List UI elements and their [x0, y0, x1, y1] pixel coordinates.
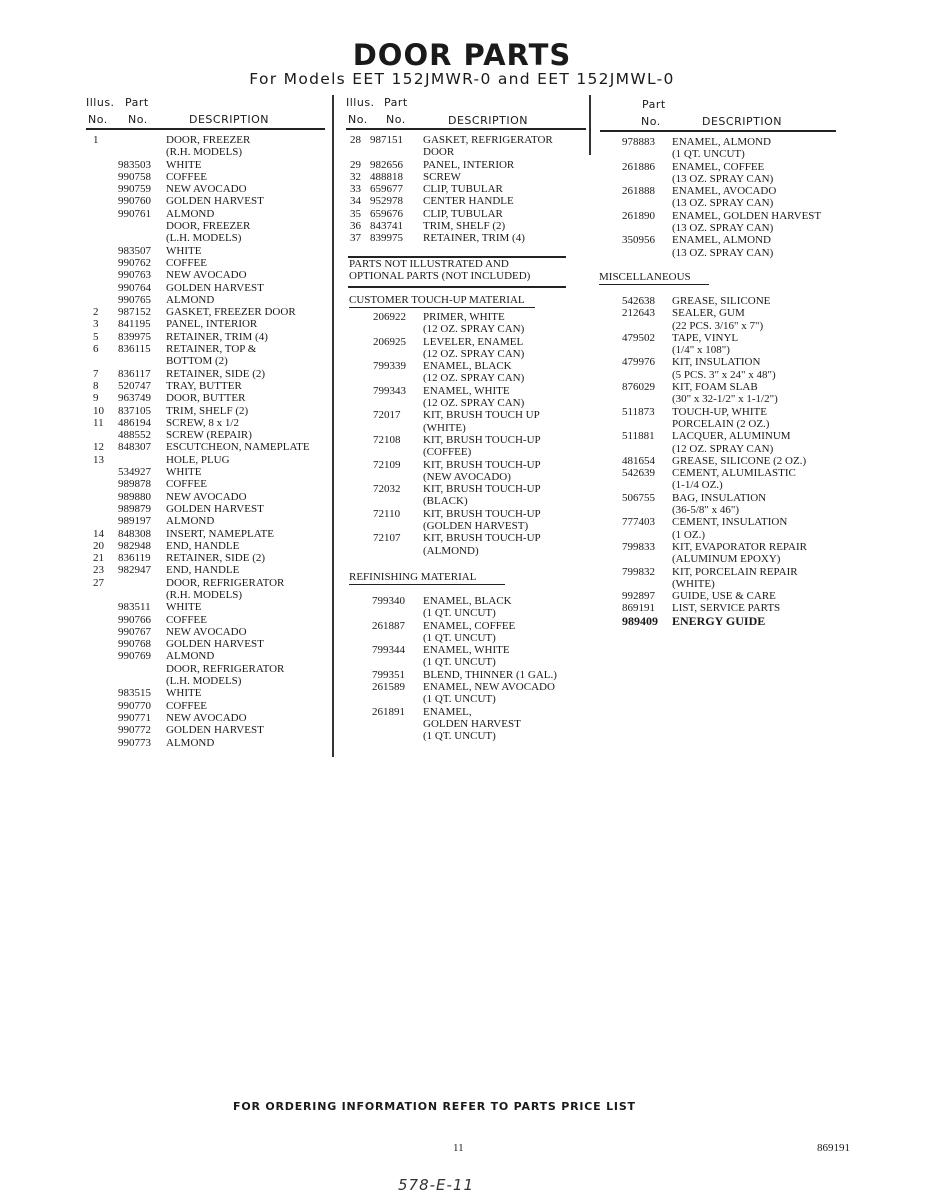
part-no-header: No. — [128, 113, 148, 126]
part-description: KIT, FOAM SLAB — [672, 381, 758, 394]
part-number: 799343 — [373, 384, 406, 397]
part-number: 481654 — [622, 454, 655, 467]
part-number: 983511 — [118, 601, 151, 614]
part-description: (ALUMINUM EPOXY) — [672, 553, 781, 566]
part-description: WHITE — [166, 687, 202, 700]
part-number: 479502 — [622, 331, 655, 344]
illus-number: 6 — [93, 343, 99, 356]
part-number: 520747 — [118, 379, 151, 392]
part-description: ENAMEL, COFFEE — [672, 160, 765, 173]
part-number: 848307 — [118, 441, 151, 454]
part-number: 839975 — [118, 330, 151, 343]
part-number: 839975 — [370, 232, 403, 245]
illus-number: 7 — [93, 367, 99, 380]
part-description: (1-1/4 OZ.) — [672, 479, 723, 492]
part-number: 261887 — [372, 619, 405, 632]
part-number: 542639 — [622, 467, 655, 480]
page-subtitle: For Models EET 152JMWR-0 and EET 152JMWL-0 — [249, 70, 675, 88]
part-number: 799344 — [372, 644, 405, 657]
illus-number: 5 — [93, 330, 99, 343]
part-description: COFFEE — [166, 170, 207, 183]
part-number: 990773 — [118, 736, 151, 749]
part-number: 989197 — [118, 515, 151, 528]
illus-number: 20 — [93, 539, 104, 552]
header-rule — [600, 130, 836, 132]
part-description: ALMOND — [166, 736, 215, 749]
part-number: 511881 — [622, 430, 655, 443]
part-description: (36-5/8" x 46") — [672, 504, 740, 517]
document-number: 869191 — [817, 1142, 850, 1154]
part-description: NEW AVOCADO — [166, 183, 247, 196]
description-header: DESCRIPTION — [448, 114, 528, 127]
part-number: 983515 — [118, 687, 151, 700]
part-description: GOLDEN HARVEST — [166, 502, 264, 515]
part-description: (1 QT. UNCUT) — [423, 730, 496, 743]
part-number: 876029 — [622, 381, 655, 394]
part-description: NEW AVOCADO — [166, 625, 247, 638]
part-description: SCREW (REPAIR) — [166, 429, 252, 442]
part-description: INSERT, NAMEPLATE — [166, 527, 274, 540]
part-number: 990758 — [118, 170, 151, 183]
part-number: 983507 — [118, 244, 151, 257]
part-description: (COFFEE) — [423, 446, 472, 459]
part-description: SEALER, GUM — [672, 307, 745, 320]
part-description: (1 QT. UNCUT) — [423, 607, 496, 620]
illus-number: 28 — [350, 134, 361, 146]
part-description: END, HANDLE — [166, 539, 240, 552]
part-description: RETAINER, SIDE (2) — [166, 552, 266, 565]
part-description: LACQUER, ALUMINUM — [672, 430, 791, 443]
part-number: 534927 — [118, 466, 151, 479]
part-description: END, HANDLE — [166, 564, 240, 577]
part-description: DOOR, FREEZER — [166, 134, 251, 146]
part-description: PANEL, INTERIOR — [166, 318, 258, 331]
illus-number: 29 — [350, 158, 361, 171]
part-description: GOLDEN HARVEST — [166, 281, 264, 294]
part-description: DOOR, REFRIGERATOR — [166, 662, 285, 675]
part-number: 836117 — [118, 367, 151, 380]
part-description: KIT, BRUSH TOUCH-UP — [423, 532, 541, 545]
illus-no-header: No. — [88, 113, 108, 126]
ordering-note: FOR ORDERING INFORMATION REFER TO PARTS PRICE LIST — [233, 1100, 636, 1113]
part-description: KIT, BRUSH TOUCH-UP — [423, 507, 541, 520]
part-description: (L.H. MODELS) — [166, 675, 242, 688]
part-description: (R.H. MODELS) — [166, 588, 243, 601]
illus-number: 35 — [350, 207, 361, 220]
illus-number: 14 — [93, 527, 104, 540]
not-illustrated-line-2: OPTIONAL PARTS (NOT INCLUDED) — [349, 270, 531, 282]
part-description: (13 OZ. SPRAY CAN) — [672, 246, 774, 259]
illus-number: 23 — [93, 564, 104, 577]
refinishing-heading: REFINISHING MATERIAL — [349, 571, 505, 585]
part-description: GREASE, SILICONE (2 OZ.) — [672, 454, 807, 467]
part-description: (12 OZ. SPRAY CAN) — [423, 372, 525, 385]
part-description: (13 OZ. SPRAY CAN) — [672, 172, 774, 185]
part-number: 990767 — [118, 625, 151, 638]
illus-number: 34 — [350, 195, 361, 208]
part-number: 72110 — [373, 507, 401, 520]
part-description: (BLACK) — [423, 495, 468, 508]
column-divider — [332, 95, 334, 757]
part-description: GOLDEN HARVEST — [166, 195, 264, 208]
illus-number: 9 — [93, 392, 99, 405]
part-description: (5 PCS. 3" x 24" x 48") — [672, 368, 776, 381]
section-rule — [348, 286, 566, 288]
part-description: CENTER HANDLE — [423, 195, 514, 208]
part-number: 72032 — [373, 483, 401, 496]
part-number: 841195 — [118, 318, 151, 331]
illus-number: 3 — [93, 318, 99, 331]
part-description: GREASE, SILICONE — [672, 295, 771, 307]
part-description: RETAINER, TRIM (4) — [423, 232, 525, 245]
illus-number: 36 — [350, 220, 361, 233]
part-number: 963749 — [118, 392, 151, 405]
part-number: 212643 — [622, 307, 655, 320]
part-description: GOLDEN HARVEST — [166, 638, 264, 651]
part-number: 261891 — [372, 705, 405, 718]
part-number: 983503 — [118, 158, 151, 171]
part-description: LIST, SERVICE PARTS — [672, 602, 781, 615]
part-description: SCREW — [423, 170, 461, 183]
part-description: (1 QT. UNCUT) — [423, 693, 496, 706]
part-header: Part — [642, 98, 666, 111]
handwritten-note: 578-E-11 — [398, 1176, 475, 1194]
part-description: SCREW, 8 x 1/2 — [166, 416, 239, 429]
part-description: ENAMEL, WHITE — [423, 384, 510, 397]
part-description: ENERGY GUIDE — [672, 613, 766, 628]
part-number: 72107 — [373, 532, 401, 545]
part-number: 990772 — [118, 724, 151, 737]
part-description: KIT, BRUSH TOUCH UP — [423, 409, 540, 422]
page-title: DOOR PARTS — [352, 38, 572, 72]
part-description: CLIP, TUBULAR — [423, 207, 503, 220]
illus-number: 1 — [93, 134, 99, 146]
part-description: WHITE — [166, 244, 202, 257]
part-description: ENAMEL, ALMOND — [672, 136, 771, 148]
part-description: NEW AVOCADO — [166, 490, 247, 503]
part-description: COFFEE — [166, 256, 207, 269]
part-number: 836119 — [118, 552, 151, 565]
part-number: 982656 — [370, 158, 403, 171]
part-number: 486194 — [118, 416, 151, 429]
part-description: GASKET, REFRIGERATOR — [423, 134, 553, 146]
part-number: 261886 — [622, 160, 655, 173]
part-description: ENAMEL, AVOCADO — [672, 185, 777, 198]
part-number: 990771 — [118, 711, 151, 724]
part-number: 990766 — [118, 613, 151, 626]
part-description: (1 QT. UNCUT) — [672, 148, 745, 161]
part-description: DOOR, REFRIGERATOR — [166, 576, 285, 589]
part-description: ENAMEL, ALMOND — [672, 234, 771, 247]
part-description: RETAINER, TOP & — [166, 343, 257, 356]
illus-no-header: No. — [348, 113, 368, 126]
part-description: KIT, INSULATION — [672, 356, 761, 369]
part-number: 990765 — [118, 293, 151, 306]
not-illustrated-line-1: PARTS NOT ILLUSTRATED AND — [349, 258, 509, 270]
part-description: (12 OZ. SPRAY CAN) — [672, 442, 774, 455]
part-no-header: No. — [641, 115, 661, 128]
part-description: DOOR, BUTTER — [166, 392, 246, 405]
part-description: ENAMEL, BLACK — [423, 595, 512, 607]
part-number: 848308 — [118, 527, 151, 540]
part-description: (12 OZ. SPRAY CAN) — [423, 347, 525, 360]
part-number: 990768 — [118, 638, 151, 651]
part-number: 799833 — [622, 540, 655, 553]
part-number: 488818 — [370, 170, 403, 183]
part-number: 990764 — [118, 281, 151, 294]
part-number: 989880 — [118, 490, 151, 503]
part-description: (22 PCS. 3/16" x 7") — [672, 319, 764, 332]
part-number: 836115 — [118, 343, 151, 356]
part-number: 990761 — [118, 207, 151, 220]
part-number: 978883 — [622, 136, 655, 148]
part-description: TOUCH-UP, WHITE — [672, 405, 767, 418]
part-number: 990770 — [118, 699, 151, 712]
part-description: BLEND, THINNER (1 GAL.) — [423, 668, 557, 681]
illus-number: 10 — [93, 404, 104, 417]
part-description: WHITE — [166, 158, 202, 171]
illus-header: Illus. — [86, 96, 115, 109]
header-rule — [86, 128, 325, 130]
illus-number: 11 — [93, 416, 104, 429]
part-description: WHITE — [166, 601, 202, 614]
illus-number: 32 — [350, 170, 361, 183]
part-description: (12 OZ. SPRAY CAN) — [423, 323, 525, 336]
part-description: (WHITE) — [672, 577, 715, 590]
part-number: 72017 — [373, 409, 401, 422]
part-description: TRIM, SHELF (2) — [423, 220, 506, 233]
part-number: 990769 — [118, 650, 151, 663]
part-description: COFFEE — [166, 699, 207, 712]
part-description: (13 OZ. SPRAY CAN) — [672, 197, 774, 210]
part-description: (ALMOND) — [423, 544, 479, 557]
part-number: 990759 — [118, 183, 151, 196]
part-description: KIT, BRUSH TOUCH-UP — [423, 483, 541, 496]
part-description: KIT, BRUSH TOUCH-UP — [423, 458, 541, 471]
part-description: (13 OZ. SPRAY CAN) — [672, 222, 774, 235]
illus-number: 21 — [93, 552, 104, 565]
part-number: 72109 — [373, 458, 401, 471]
part-number: 777403 — [622, 516, 655, 529]
part-description: PORCELAIN (2 OZ.) — [672, 417, 770, 430]
part-description: BAG, INSULATION — [672, 491, 767, 504]
part-description: (12 OZ. SPRAY CAN) — [423, 397, 525, 410]
part-number: 261890 — [622, 209, 655, 222]
part-number: 982948 — [118, 539, 151, 552]
part-description: DOOR, FREEZER — [166, 220, 251, 233]
part-description: GASKET, FREEZER DOOR — [166, 306, 296, 319]
part-number: 982947 — [118, 564, 151, 577]
part-number: 799832 — [622, 565, 655, 578]
part-number: 869191 — [622, 602, 655, 615]
part-number: 952978 — [370, 195, 403, 208]
part-number: 799351 — [372, 668, 405, 681]
part-description: PRIMER, WHITE — [423, 311, 505, 323]
part-number: 506755 — [622, 491, 655, 504]
part-description: KIT, EVAPORATOR REPAIR — [672, 540, 807, 553]
part-number: 990763 — [118, 269, 151, 282]
illus-number: 27 — [93, 576, 104, 589]
part-description: ALMOND — [166, 650, 215, 663]
part-description: (1 QT. UNCUT) — [423, 631, 496, 644]
part-description: RETAINER, TRIM (4) — [166, 330, 268, 343]
part-number: 799340 — [372, 595, 405, 607]
part-description: GUIDE, USE & CARE — [672, 590, 776, 603]
page-number: 11 — [453, 1142, 464, 1154]
part-description: DOOR — [423, 146, 455, 159]
part-number: 659677 — [370, 183, 403, 196]
part-description: NEW AVOCADO — [166, 711, 247, 724]
misc-heading: MISCELLANEOUS — [599, 271, 709, 285]
part-header: Part — [384, 96, 408, 109]
part-number: 659676 — [370, 207, 403, 220]
part-number: 989878 — [118, 478, 151, 491]
part-description: BOTTOM (2) — [166, 355, 228, 368]
illus-number: 12 — [93, 441, 104, 454]
part-description: ENAMEL, GOLDEN HARVEST — [672, 209, 822, 222]
part-number: 488552 — [118, 429, 151, 442]
part-number: 989409 — [622, 613, 658, 628]
part-number: 542638 — [622, 295, 655, 307]
part-header: Part — [125, 96, 149, 109]
part-description: GOLDEN HARVEST — [423, 717, 521, 730]
part-number: 261888 — [622, 185, 655, 198]
part-description: CLIP, TUBULAR — [423, 183, 503, 196]
part-description: (WHITE) — [423, 421, 466, 434]
part-description: TRAY, BUTTER — [166, 379, 242, 392]
touchup-heading: CUSTOMER TOUCH-UP MATERIAL — [349, 294, 535, 308]
part-number: 990762 — [118, 256, 151, 269]
part-description: (1 OZ.) — [672, 528, 705, 541]
part-number: 206922 — [373, 311, 406, 323]
part-number: 987151 — [370, 134, 403, 146]
part-description: HOLE, PLUG — [166, 453, 230, 466]
part-number: 843741 — [370, 220, 403, 233]
part-description: NEW AVOCADO — [166, 269, 247, 282]
part-number: 987152 — [118, 306, 151, 319]
part-description: RETAINER, SIDE (2) — [166, 367, 266, 380]
illus-number: 2 — [93, 306, 99, 319]
part-description: (1/4" x 108") — [672, 344, 730, 357]
part-description: TRIM, SHELF (2) — [166, 404, 249, 417]
part-number: 992897 — [622, 590, 655, 603]
part-number: 261589 — [372, 681, 405, 694]
part-description: (L.H. MODELS) — [166, 232, 242, 245]
illus-number: 33 — [350, 183, 361, 196]
header-rule — [346, 128, 586, 130]
part-number: 350956 — [622, 234, 655, 247]
part-description: (NEW AVOCADO) — [423, 470, 511, 483]
part-description: PANEL, INTERIOR — [423, 158, 515, 171]
part-description: LEVELER, ENAMEL — [423, 335, 524, 348]
illus-number: 8 — [93, 379, 99, 392]
illus-header: Illus. — [346, 96, 375, 109]
part-description: ENAMEL, BLACK — [423, 360, 512, 373]
part-description: ALMOND — [166, 207, 215, 220]
part-description: ENAMEL, — [423, 705, 472, 718]
part-description: GOLDEN HARVEST — [166, 724, 264, 737]
part-description: KIT, PORCELAIN REPAIR — [672, 565, 798, 578]
part-description: TAPE, VINYL — [672, 331, 739, 344]
part-number: 989879 — [118, 502, 151, 515]
part-description: ALMOND — [166, 515, 215, 528]
part-description: COFFEE — [166, 613, 207, 626]
part-description: KIT, BRUSH TOUCH-UP — [423, 433, 541, 446]
part-no-header: No. — [386, 113, 406, 126]
part-description: ALMOND — [166, 293, 215, 306]
part-description: ESCUTCHEON, NAMEPLATE — [166, 441, 310, 454]
description-header: DESCRIPTION — [702, 115, 782, 128]
part-description: CEMENT, ALUMILASTIC — [672, 467, 796, 480]
column-divider — [589, 95, 591, 155]
part-description: (R.H. MODELS) — [166, 146, 243, 159]
part-number: 990760 — [118, 195, 151, 208]
part-description: ENAMEL, WHITE — [423, 644, 510, 657]
part-description: CEMENT, INSULATION — [672, 516, 788, 529]
part-description: ENAMEL, NEW AVOCADO — [423, 681, 555, 694]
illus-number: 13 — [93, 453, 104, 466]
part-description: WHITE — [166, 466, 202, 479]
part-description: (GOLDEN HARVEST) — [423, 520, 529, 533]
description-header: DESCRIPTION — [189, 113, 269, 126]
part-number: 206925 — [373, 335, 406, 348]
part-number: 72108 — [373, 433, 401, 446]
part-description: (30" x 32-1/2" x 1-1/2") — [672, 393, 778, 406]
illus-number: 37 — [350, 232, 361, 245]
part-description: ENAMEL, COFFEE — [423, 619, 516, 632]
part-number: 837105 — [118, 404, 151, 417]
part-number: 511873 — [622, 405, 655, 418]
part-description: (1 QT. UNCUT) — [423, 656, 496, 669]
part-description: COFFEE — [166, 478, 207, 491]
part-number: 799339 — [373, 360, 406, 373]
part-number: 479976 — [622, 356, 655, 369]
